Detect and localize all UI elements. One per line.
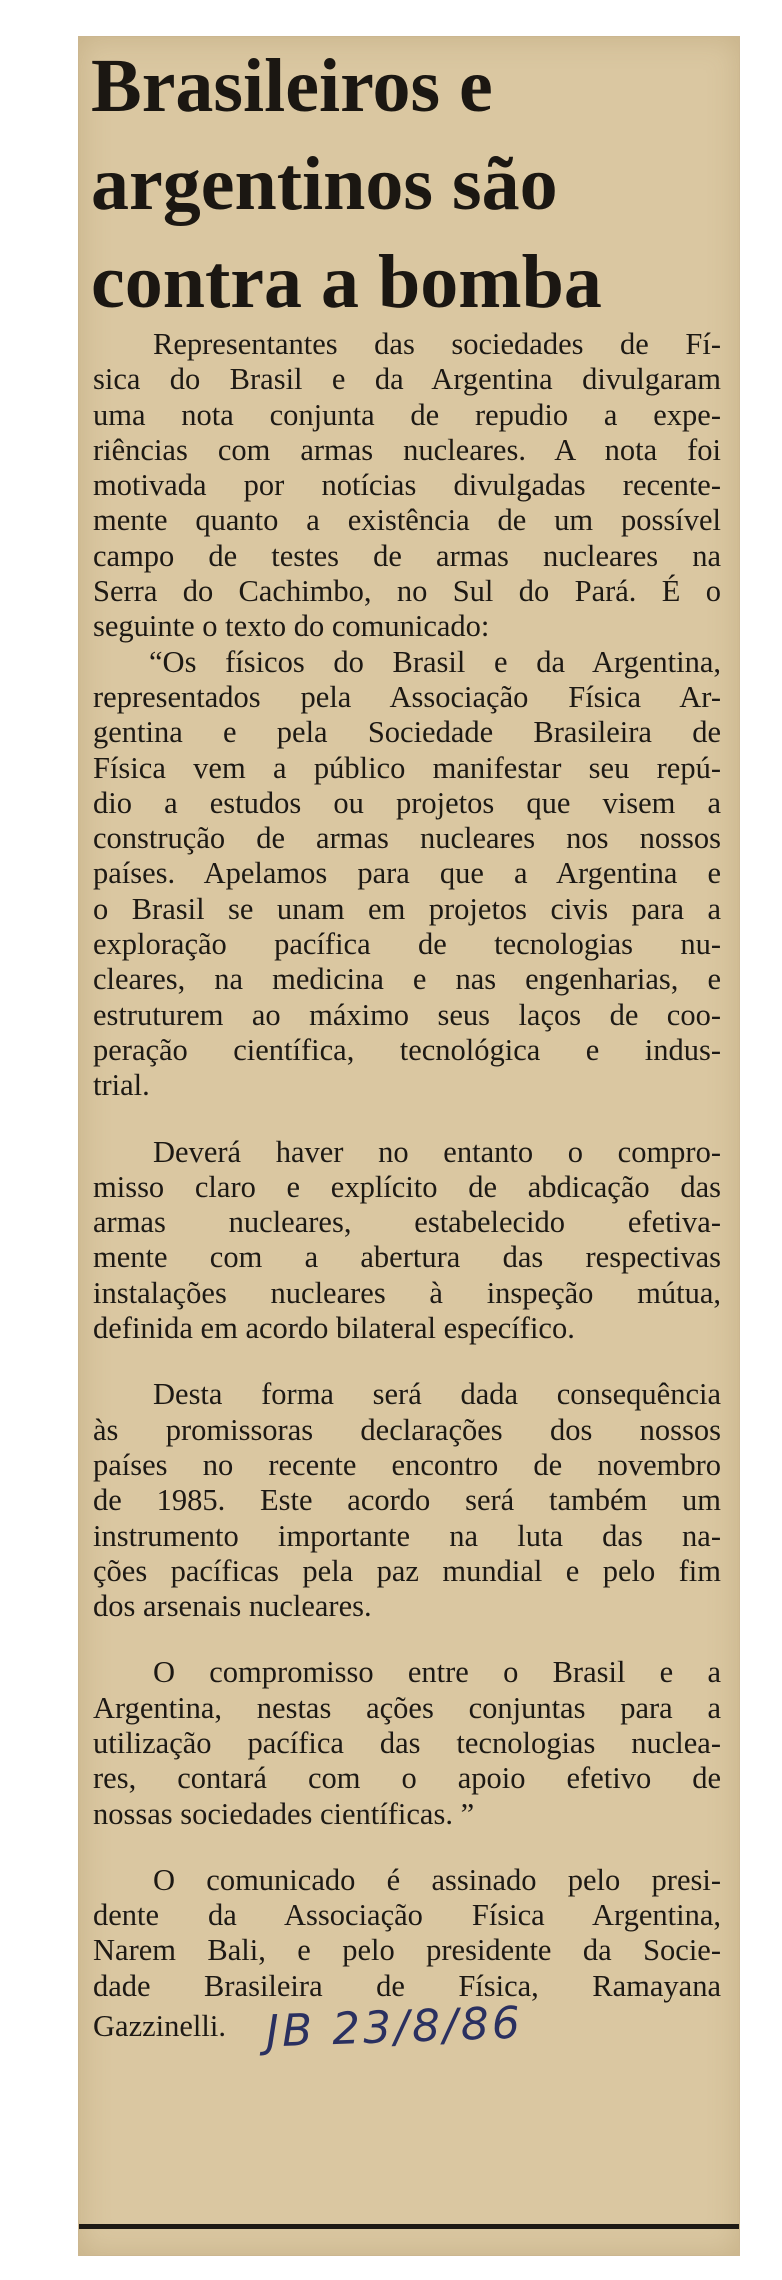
text-line: Gazzinelli.: [93, 2009, 226, 2044]
text-line: construção de armas nucleares nos nossos: [93, 821, 721, 856]
text-line: Narem Bali, e pelo presidente da Socie-: [93, 1933, 721, 1968]
headline-line-1: Brasileiros e: [91, 44, 493, 128]
text-line: dio a estudos ou projetos que visem a: [93, 785, 721, 820]
paragraph-intro: [93, 327, 721, 645]
text-line: Serra do Cachimbo, no Sul do Pará. É o: [93, 574, 721, 609]
text-line: dos arsenais nucleares.: [93, 1589, 372, 1624]
text-line: res, contará com o apoio efetivo de: [93, 1761, 721, 1796]
text-line: mente quanto a existência de um possível: [93, 503, 721, 538]
text-line: mente com a abertura das respectivas: [93, 1240, 721, 1275]
paragraph-signatories: [93, 1862, 721, 2058]
text-line: sica do Brasil e da Argentina divulgaram: [93, 362, 721, 397]
text-line: motivada por notícias divulgadas recente-: [93, 468, 721, 503]
text-line: O comunicado é assinado pelo presi-: [153, 1862, 721, 1897]
headline-line-3: contra a bomba: [91, 240, 602, 324]
text-line: riências com armas nucleares. A nota foi: [93, 432, 721, 467]
newspaper-clipping: [78, 36, 740, 2256]
text-line: armas nucleares, estabelecido efetiva-: [93, 1205, 721, 1240]
text-line: representados pela Associação Física Ar-: [93, 679, 721, 714]
text-line: utilização pacífica das tecnologias nuclea-: [93, 1725, 721, 1760]
text-line: dade Brasileira de Física, Ramayana: [93, 1968, 721, 2003]
text-line: misso claro e explícito de abdicação das: [93, 1169, 721, 1204]
paragraph-consequence: [93, 1377, 721, 1624]
text-line: nossas sociedades científicas. ”: [93, 1796, 475, 1831]
text-line: seguinte o texto do comunicado:: [93, 609, 490, 644]
bottom-rule: [79, 2224, 739, 2229]
paragraph-commitment: [93, 1135, 721, 1347]
text-line: o Brasil se unam em projetos civis para a: [93, 891, 721, 926]
paragraph-support: [93, 1655, 721, 1831]
paragraph-quote: [93, 645, 721, 1104]
text-line: exploração pacífica de tecnologias nu-: [93, 927, 721, 962]
text-line: dente da Associação Física Argentina,: [93, 1898, 721, 1933]
text-line: Física vem a público manifestar seu repú-: [93, 750, 721, 785]
text-line: países no recente encontro de novembro: [93, 1447, 721, 1482]
text-line: O compromisso entre o Brasil e a: [153, 1655, 721, 1690]
text-line: gentina e pela Sociedade Brasileira de: [93, 715, 721, 750]
text-line: instrumento importante na luta das na-: [93, 1518, 721, 1553]
text-line: de 1985. Este acordo será também um: [93, 1483, 721, 1518]
text-line: Representantes das sociedades de Fí-: [153, 327, 721, 361]
text-line: peração científica, tecnológica e indus-: [93, 1032, 721, 1067]
closing-line: [93, 1997, 721, 2058]
text-line: cleares, na medicina e nas engenharias, e: [93, 962, 721, 997]
headline: [91, 37, 602, 331]
text-line: campo de testes de armas nucleares na: [93, 538, 721, 573]
text-line: trial.: [93, 1068, 150, 1103]
handwritten-date-note: JB 23/8/86: [265, 1997, 524, 2058]
text-line: ções pacíficas pela paz mundial e pelo fim: [93, 1553, 721, 1588]
text-line: “Os físicos do Brasil e da Argentina,: [149, 644, 721, 679]
text-line: estruturem ao máximo seus laços de coo-: [93, 997, 721, 1032]
text-line: países. Apelamos para que a Argentina e: [93, 856, 721, 891]
text-line: uma nota conjunta de repudio a expe-: [93, 397, 721, 432]
text-line: definida em acordo bilateral específico.: [93, 1311, 575, 1346]
text-line: Deverá haver no entanto o compro-: [153, 1134, 721, 1169]
text-line: Desta forma será dada consequência: [153, 1377, 721, 1412]
text-line: às promissoras declarações dos nossos: [93, 1412, 721, 1447]
article-body: [93, 327, 721, 2058]
headline-line-2: argentinos são: [91, 142, 558, 226]
text-line: Argentina, nestas ações conjuntas para a: [93, 1690, 721, 1725]
text-line: instalações nucleares à inspeção mútua,: [93, 1275, 721, 1310]
